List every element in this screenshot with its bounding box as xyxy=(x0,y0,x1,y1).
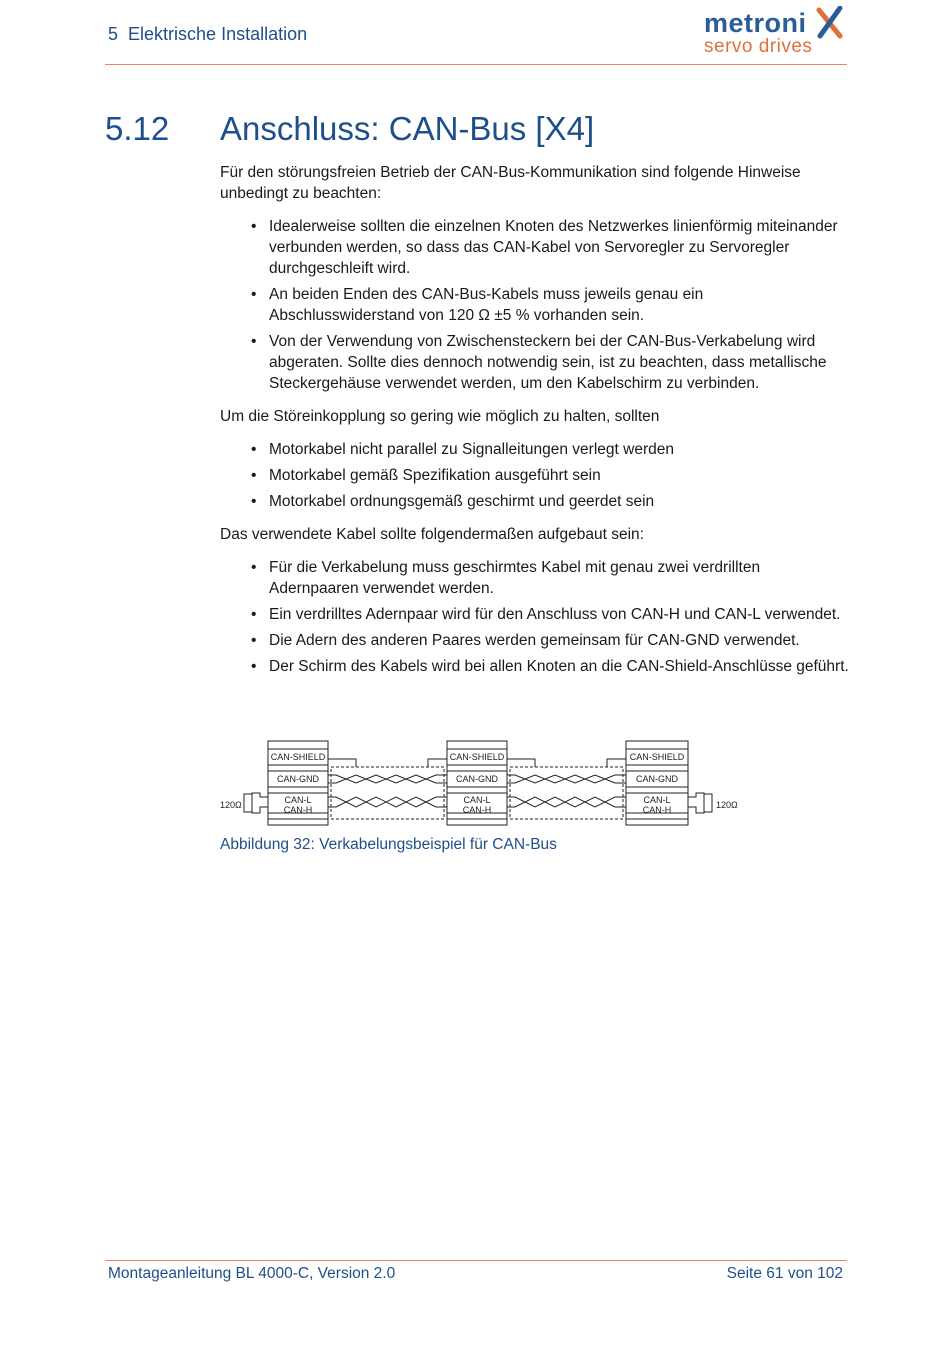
node-label-canh: CAN-H xyxy=(462,805,492,815)
cable-structure-paragraph: Das verwendete Kabel sollte folgendermaßen aufgebaut sein: xyxy=(220,526,644,543)
shield-wire xyxy=(607,759,626,767)
chapter-number: 5 xyxy=(108,24,119,44)
motor-cable-list xyxy=(220,439,850,512)
node-label-shield: CAN-SHIELD xyxy=(270,752,326,762)
resistor-label-right: 120Ω xyxy=(716,800,738,810)
node-label-canh: CAN-H xyxy=(283,805,313,815)
logo-x-icon xyxy=(816,6,844,40)
bullet-icon: • xyxy=(251,658,257,675)
bullet-icon: • xyxy=(251,333,257,350)
footer-divider xyxy=(105,1260,847,1261)
bullet-icon: • xyxy=(251,218,257,235)
node-label-canl: CAN-L xyxy=(284,795,312,805)
bullet-icon: • xyxy=(251,493,257,510)
bullet-icon: • xyxy=(251,632,257,649)
section-body xyxy=(220,162,850,689)
chapter-title: Elektrische Installation xyxy=(128,24,308,44)
list-item-text: Die Adern des anderen Paares werden gemeinsam für CAN-GND verwendet. xyxy=(269,632,800,649)
list-item xyxy=(220,284,850,326)
bullet-icon: • xyxy=(251,441,257,458)
intro-paragraph: Für den störungsfreien Betrieb der CAN-Bus-Kommunikation sind folgende Hinweise unbedingt zu beachten: xyxy=(220,164,801,202)
node-label-canl: CAN-L xyxy=(643,795,671,805)
logo-tagline: servo drives xyxy=(704,36,813,57)
resistor-right-body xyxy=(704,794,712,812)
twisted-pair-can xyxy=(328,797,447,807)
list-item xyxy=(220,604,850,625)
list-item-text: Motorkabel gemäß Spezifikation ausgeführt sein xyxy=(269,467,601,484)
twisted-pair-gnd xyxy=(328,775,447,783)
list-item-text: Der Schirm des Kabels wird bei allen Knoten an die CAN-Shield-Anschlüsse geführt. xyxy=(269,658,849,675)
interference-paragraph: Um die Störeinkopplung so gering wie möglich zu halten, sollten xyxy=(220,408,660,425)
cable-structure-list xyxy=(220,557,850,677)
list-item-text: Idealerweise sollten die einzelnen Knoten des Netzwerkes linienförmig miteinander verbunden werden, so dass das CAN-Kabel von Servoregler zu Servoregler durchgeschleift wird. xyxy=(269,218,838,277)
list-item xyxy=(220,491,850,512)
list-item-text: Für die Verkabelung muss geschirmtes Kabel mit genau zwei verdrillten Adernpaaren verwendet werden. xyxy=(269,559,761,597)
figure-caption: Abbildung 32: Verkabelungsbeispiel für CAN-Bus xyxy=(220,836,557,853)
resistor-right xyxy=(688,793,704,813)
list-item xyxy=(220,557,850,599)
list-item xyxy=(220,216,850,279)
list-item-text: Ein verdrilltes Adernpaar wird für den Anschluss von CAN-H und CAN-L verwendet. xyxy=(269,606,841,623)
footer-document-title: Montageanleitung BL 4000-C, Version 2.0 xyxy=(108,1265,396,1282)
list-item xyxy=(220,465,850,486)
resistor-label-left: 120Ω xyxy=(220,800,242,810)
list-item-text: Motorkabel ordnungsgemäß geschirmt und geerdet sein xyxy=(269,493,655,510)
list-item xyxy=(220,630,850,651)
shield-wire xyxy=(428,759,447,767)
twisted-pair-gnd xyxy=(507,775,626,783)
metronix-logo xyxy=(700,4,850,60)
cable-shield-dashed xyxy=(331,767,444,819)
logo-wordmark: metroni xyxy=(704,8,807,38)
resistor-left-body xyxy=(244,794,252,812)
bullet-icon: • xyxy=(251,606,257,623)
node-label-canh: CAN-H xyxy=(642,805,672,815)
list-item xyxy=(220,439,850,460)
cable-shield-dashed xyxy=(510,767,623,819)
node-label-canl: CAN-L xyxy=(463,795,491,805)
can-bus-wiring-diagram xyxy=(218,735,744,831)
section-number: 5.12 xyxy=(105,110,170,147)
footer-page-number: Seite 61 von 102 xyxy=(726,1265,843,1282)
twisted-pair-can xyxy=(507,797,626,807)
shield-wire xyxy=(507,759,535,767)
node-label-shield: CAN-SHIELD xyxy=(449,752,505,762)
node-label-shield: CAN-SHIELD xyxy=(629,752,685,762)
list-item xyxy=(220,331,850,394)
bullet-icon: • xyxy=(251,559,257,576)
list-item-text: Von der Verwendung von Zwischensteckern bei der CAN-Bus-Verkabelung wird abgeraten. Sollte dies dennoch notwendig sein, ist zu beachten, dass metallische Steckergehäuse verwendet werden, um den Kabelschirm zu verbinden. xyxy=(269,333,827,392)
cabling-rules-list xyxy=(220,216,850,394)
wiring-svg xyxy=(218,735,744,831)
list-item-text: An beiden Enden des CAN-Bus-Kabels muss jeweils genau ein Abschlusswiderstand von 120 Ω ±5 % vorhanden sein. xyxy=(269,286,704,324)
node-label-gnd: CAN-GND xyxy=(456,774,498,784)
node-label-gnd: CAN-GND xyxy=(277,774,319,784)
section-title: Anschluss: CAN-Bus [X4] xyxy=(220,110,595,147)
header-divider xyxy=(105,64,847,65)
shield-wire xyxy=(328,759,356,767)
list-item xyxy=(220,656,850,677)
resistor-left xyxy=(252,793,268,813)
bullet-icon: • xyxy=(251,286,257,303)
chapter-header xyxy=(108,24,307,45)
bullet-icon: • xyxy=(251,467,257,484)
list-item-text: Motorkabel nicht parallel zu Signalleitungen verlegt werden xyxy=(269,441,674,458)
node-label-gnd: CAN-GND xyxy=(636,774,678,784)
